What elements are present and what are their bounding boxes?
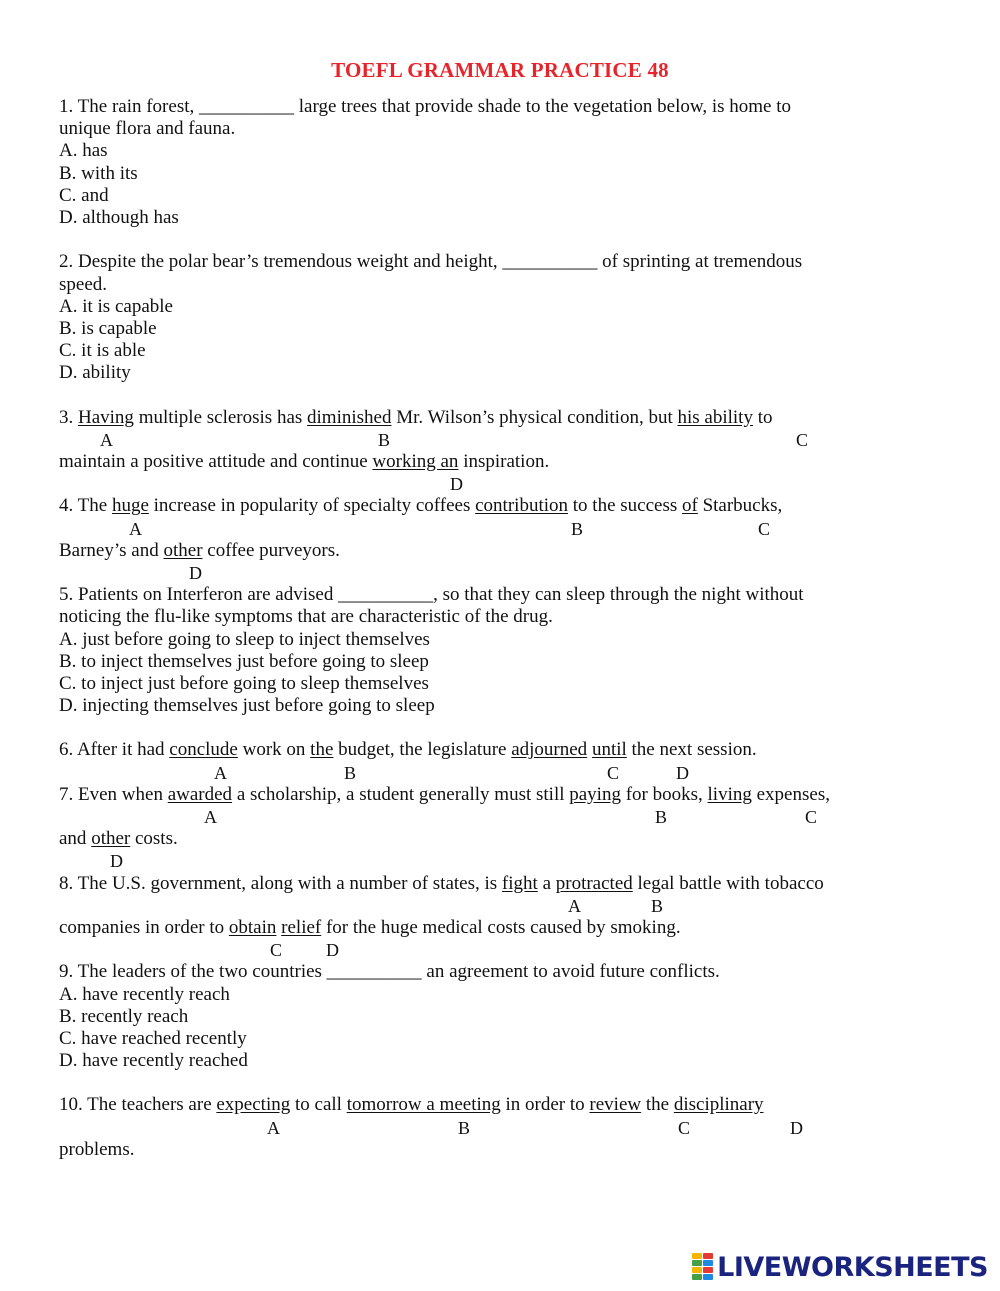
q10-letter-d: D bbox=[790, 1117, 803, 1138]
q3-option-c[interactable]: his ability bbox=[677, 406, 753, 428]
q4-letter-d: D bbox=[189, 562, 202, 583]
q8-option-d[interactable]: relief bbox=[281, 916, 322, 938]
q5-stem: 5. Patients on Interferon are advised __________, so that they can sleep through the night without bbox=[59, 584, 804, 606]
q2-stem: 2. Despite the polar bear’s tremendous weight and height, __________ of sprinting at tremendous bbox=[59, 251, 803, 273]
q7-letters-2 bbox=[59, 850, 939, 872]
q10-option-b[interactable]: tomorrow a meeting bbox=[346, 1094, 501, 1116]
q3-letter-d: D bbox=[450, 474, 463, 495]
q6-option-b[interactable]: the bbox=[310, 739, 334, 761]
liveworksheets-logo bbox=[692, 1250, 988, 1284]
q10-letter-a: A bbox=[267, 1117, 280, 1138]
q10-sentence-cont: problems. bbox=[59, 1138, 135, 1160]
q9-option-d[interactable]: D. have recently reached bbox=[59, 1050, 248, 1072]
q3-sentence: 3. Having multiple sclerosis has diminished Mr. Wilson’s physical condition, but his ability to bbox=[59, 406, 773, 428]
q4-sentence-cont: Barney’s and other coffee purveyors. bbox=[59, 539, 340, 561]
liveworksheets-logo-icon bbox=[692, 1253, 714, 1281]
q9-option-c[interactable]: C. have reached recently bbox=[59, 1027, 247, 1049]
q6-letters bbox=[59, 762, 939, 784]
q1-option-d[interactable]: D. although has bbox=[59, 206, 179, 228]
q1-option-c[interactable]: C. and bbox=[59, 184, 109, 206]
q3-letters bbox=[59, 429, 939, 451]
q4-option-a[interactable]: huge bbox=[111, 495, 149, 517]
q9-option-a[interactable]: A. have recently reach bbox=[59, 983, 230, 1005]
q3-sentence-cont: maintain a positive attitude and continue working an inspiration. bbox=[59, 451, 550, 472]
q10-option-d[interactable]: disciplinary bbox=[673, 1094, 764, 1116]
q7-letter-a: A bbox=[204, 807, 217, 827]
q2-stem-cont: speed. bbox=[59, 273, 108, 295]
q10-letter-c: C bbox=[678, 1117, 691, 1138]
q6-letter-b: B bbox=[344, 762, 357, 783]
q5-option-a[interactable]: A. just before going to sleep to inject themselves bbox=[59, 628, 430, 650]
q8-letter-a: A bbox=[568, 895, 581, 916]
worksheet-body bbox=[59, 96, 939, 1161]
q6-letter-a: A bbox=[214, 762, 227, 783]
q7-letter-c: C bbox=[805, 807, 818, 827]
q4-letter-b: B bbox=[571, 518, 584, 539]
q9-option-b[interactable]: B. recently reach bbox=[59, 1005, 189, 1027]
q6-option-a[interactable]: conclude bbox=[169, 739, 238, 761]
q3-letters-2 bbox=[59, 473, 939, 495]
q7-option-d[interactable]: other bbox=[91, 828, 131, 850]
q4-option-b[interactable]: contribution bbox=[475, 495, 569, 517]
q1-stem-cont: unique flora and fauna. bbox=[59, 118, 236, 140]
q3-option-a[interactable]: Having bbox=[78, 406, 134, 428]
q4-sentence: 4. The huge increase in popularity of specialty coffees contribution to the success of Starbucks, bbox=[59, 495, 783, 517]
q6-option-c[interactable]: adjourned bbox=[511, 739, 588, 761]
q7-option-b[interactable]: paying bbox=[569, 783, 621, 805]
q8-letters-2 bbox=[59, 939, 939, 961]
q4-letter-a: A bbox=[129, 518, 142, 539]
q8-option-c[interactable]: obtain bbox=[228, 916, 277, 938]
q8-letter-c: C bbox=[270, 940, 283, 961]
q6-sentence: 6. After it had conclude work on the budget, the legislature adjourned until the next session. bbox=[59, 739, 757, 761]
q7-option-a[interactable]: awarded bbox=[167, 783, 233, 805]
q8-letters bbox=[59, 895, 939, 917]
q8-letter-b: B bbox=[651, 895, 664, 916]
q7-letters bbox=[59, 806, 939, 828]
q4-option-d[interactable]: other bbox=[163, 539, 203, 561]
q8-sentence: 8. The U.S. government, along with a number of states, is fight a protracted legal battle with tobacco bbox=[59, 872, 824, 894]
q7-letter-d: D bbox=[110, 851, 123, 872]
q3-letter-a: A bbox=[100, 429, 113, 450]
q5-option-d[interactable]: D. injecting themselves just before going to sleep bbox=[59, 695, 435, 717]
q6-letter-d: D bbox=[676, 762, 689, 783]
q6-letter-c: C bbox=[607, 762, 620, 783]
q3-option-d[interactable]: working an bbox=[372, 451, 459, 472]
q1-stem: 1. The rain forest, __________ large trees that provide shade to the vegetation below, is home to bbox=[59, 96, 792, 117]
q5-option-c[interactable]: C. to inject just before going to sleep themselves bbox=[59, 672, 429, 694]
q3-letter-b: B bbox=[378, 429, 391, 450]
q1-option-a[interactable]: A. has bbox=[59, 140, 108, 162]
q5-option-b[interactable]: B. to inject themselves just before going to sleep bbox=[59, 650, 429, 672]
q7-option-c[interactable]: living bbox=[707, 783, 752, 805]
worksheet-title: TOEFL GRAMMAR PRACTICE 48 bbox=[331, 58, 669, 82]
q2-option-a[interactable]: A. it is capable bbox=[59, 295, 173, 317]
q4-letter-c: C bbox=[758, 518, 771, 539]
q10-option-a[interactable]: expecting bbox=[216, 1094, 291, 1116]
q7-sentence-cont: and other costs. bbox=[59, 828, 178, 850]
q10-letter-b: B bbox=[458, 1117, 471, 1138]
q10-sentence: 10. The teachers are expecting to call tomorrow a meeting in order to review the disciplinary bbox=[59, 1094, 764, 1116]
q10-letters bbox=[59, 1117, 939, 1139]
q9-stem: 9. The leaders of the two countries __________ an agreement to avoid future conflicts. bbox=[59, 961, 720, 983]
q5-stem-cont: noticing the flu-like symptoms that are characteristic of the drug. bbox=[59, 606, 553, 628]
q6-option-d[interactable]: until bbox=[591, 739, 627, 761]
q2-option-c[interactable]: C. it is able bbox=[59, 340, 146, 362]
liveworksheets-logo-text: LIVEWORKSHEETS bbox=[717, 1251, 988, 1283]
q2-option-d[interactable]: D. ability bbox=[59, 362, 131, 384]
q7-letter-b: B bbox=[655, 807, 668, 827]
q3-letter-c: C bbox=[796, 429, 809, 450]
q4-letters-2 bbox=[59, 562, 939, 584]
q4-letters bbox=[59, 518, 939, 540]
q3-option-b[interactable]: diminished bbox=[307, 406, 392, 428]
q8-letter-d: D bbox=[326, 940, 339, 961]
q8-option-b[interactable]: protracted bbox=[555, 872, 633, 894]
q8-sentence-cont: companies in order to obtain relief for the huge medical costs caused by smoking. bbox=[59, 916, 681, 938]
q4-option-c[interactable]: of bbox=[682, 495, 698, 517]
q1-option-b[interactable]: B. with its bbox=[59, 162, 138, 184]
q7-sentence: 7. Even when awarded a scholarship, a student generally must still paying for books, living expenses, bbox=[59, 783, 830, 805]
q8-option-a[interactable]: fight bbox=[501, 872, 538, 894]
q10-option-c[interactable]: review bbox=[589, 1094, 642, 1116]
q2-option-b[interactable]: B. is capable bbox=[59, 317, 157, 339]
